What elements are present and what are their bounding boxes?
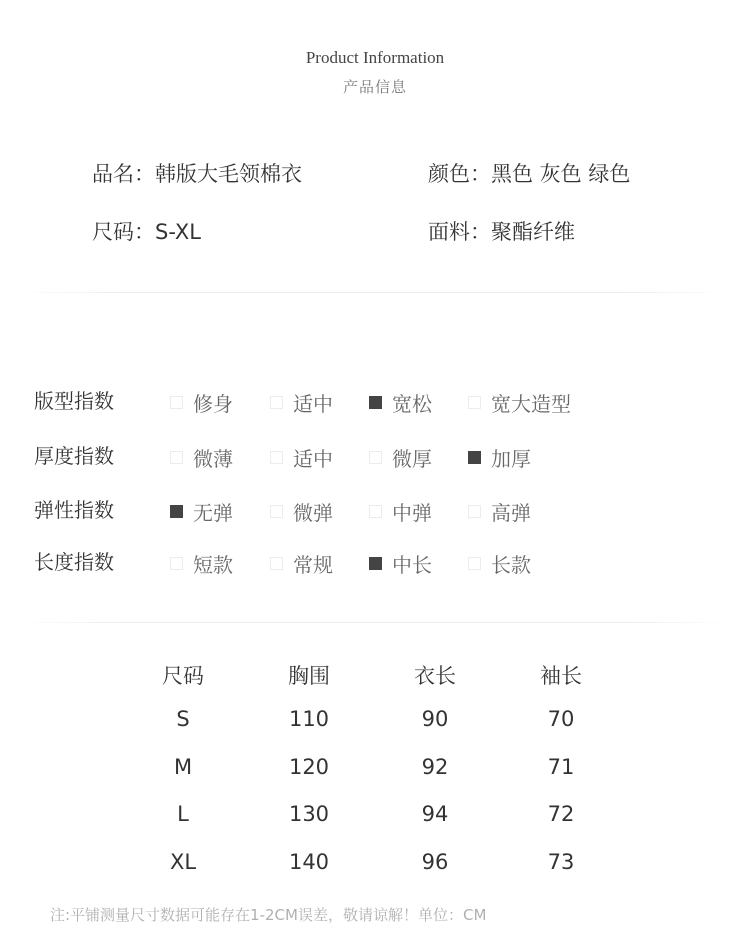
empty-box-icon [270,505,283,518]
index-option-label: 短款 [193,553,233,577]
empty-box-icon [468,557,481,570]
index-row-label: 弹性指数 [34,498,114,522]
index-option [170,443,233,472]
index-row-label: 厚度指数 [34,444,114,468]
index-option-label: 微厚 [392,447,432,471]
empty-box-icon [369,505,382,518]
empty-box-icon [170,396,183,409]
product-info-title-cn: 产品信息 [342,78,407,96]
index-option [270,497,333,526]
index-option-label: 修身 [193,392,233,416]
size-table-cell: 90 [421,707,449,731]
checked-box-icon [468,451,481,464]
index-option [270,443,333,472]
empty-box-icon [270,396,283,409]
index-option [270,549,333,578]
index-option [369,549,432,578]
size-table-cell: 130 [288,802,330,826]
index-option [468,443,531,472]
index-option-label: 中长 [392,553,432,577]
index-option-label: 常规 [293,553,333,577]
index-option-label: 加厚 [491,447,531,471]
index-row-label: 版型指数 [34,389,114,413]
index-option [369,388,432,417]
index-option [468,497,531,526]
product-name: 品名：韩版大毛领棉衣 [92,162,302,186]
product-colors: 颜色：黑色 灰色 绿色 [428,162,631,186]
index-option [270,388,333,417]
size-table-cell: L [177,802,189,826]
size-table-cell: 70 [547,707,575,731]
size-table-cell: 120 [288,755,330,779]
index-option [468,388,571,417]
measurement-note: 注:平铺测量尺寸数据可能存在1-2CM误差，敬请谅解！单位：CM [50,906,487,924]
index-option-label: 适中 [293,447,333,471]
size-table-cell: 96 [421,850,449,874]
index-option-label: 微薄 [193,447,233,471]
checked-box-icon [170,505,183,518]
index-option [170,549,233,578]
size-table-cell: S [176,707,190,731]
index-option-label: 适中 [293,392,333,416]
size-table-cell: 110 [288,707,330,731]
index-option [170,497,233,526]
size-table-header: 袖长 [540,664,582,688]
index-option-label: 宽大造型 [491,392,571,416]
index-option [369,443,432,472]
size-table-cell: XL [169,850,197,874]
index-option-label: 长款 [491,553,531,577]
index-option [369,497,432,526]
checked-box-icon [369,557,382,570]
size-table-cell: M [173,755,193,779]
index-option-label: 中弹 [392,501,432,525]
product-size-range: 尺码：S-XL [92,220,201,244]
size-table-cell: 92 [421,755,449,779]
size-table-header: 衣长 [414,664,456,688]
index-option [468,549,531,578]
empty-box-icon [468,396,481,409]
empty-box-icon [270,557,283,570]
product-info-title-en: Product Information [305,48,445,67]
size-table-header: 胸围 [288,664,330,688]
index-option-label: 宽松 [392,392,432,416]
divider [18,292,730,293]
index-option-label: 高弹 [491,501,531,525]
size-table-header: 尺码 [162,664,204,688]
empty-box-icon [468,505,481,518]
index-row-label: 长度指数 [34,550,114,574]
empty-box-icon [170,557,183,570]
checked-box-icon [369,396,382,409]
index-option-label: 微弹 [293,501,333,525]
size-table-cell: 71 [547,755,575,779]
empty-box-icon [170,451,183,464]
empty-box-icon [369,451,382,464]
size-table-cell: 73 [547,850,575,874]
size-table-cell: 140 [288,850,330,874]
empty-box-icon [270,451,283,464]
index-option [170,388,233,417]
product-fabric: 面料：聚酯纤维 [428,220,575,244]
size-table-cell: 94 [421,802,449,826]
divider [18,622,730,623]
size-table-cell: 72 [547,802,575,826]
index-option-label: 无弹 [193,501,233,525]
